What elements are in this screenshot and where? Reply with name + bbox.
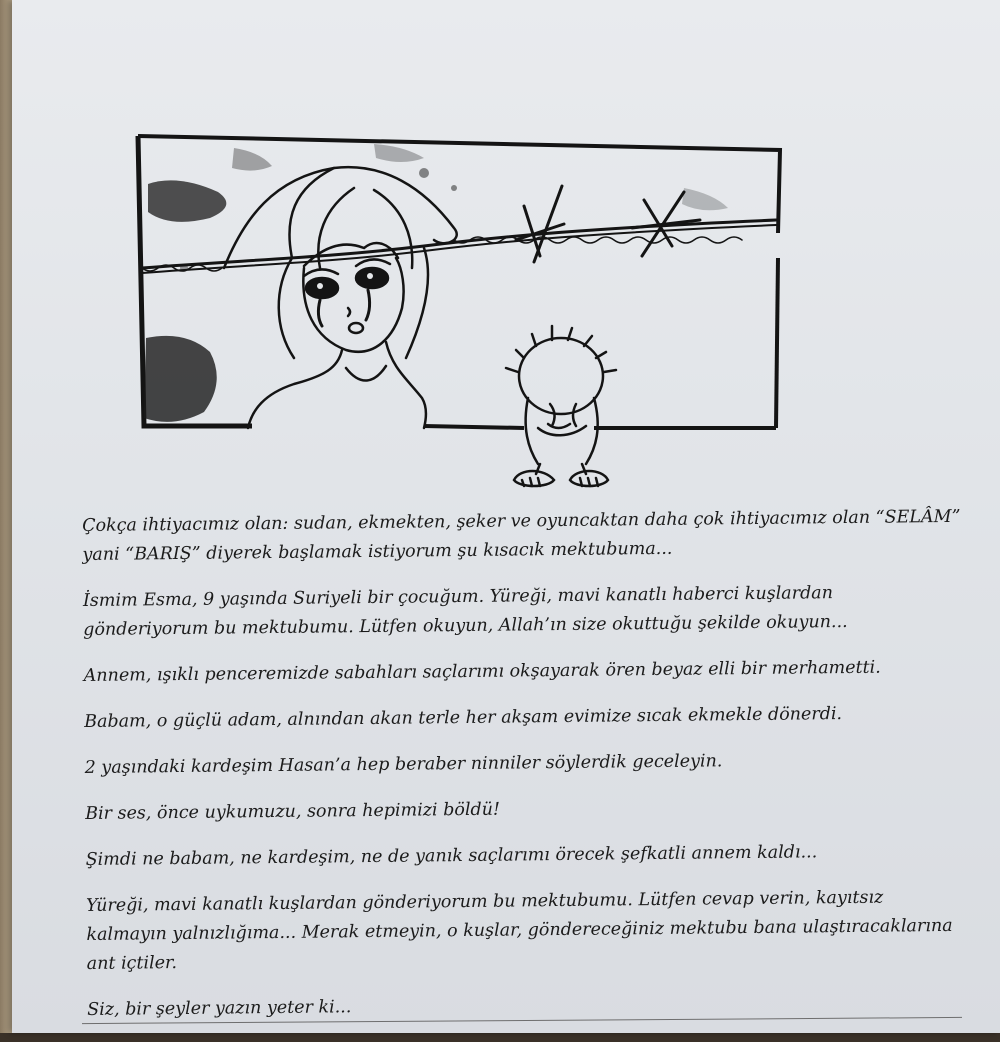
paragraph: 2 yaşındaki kardeşim Hasan’a hep beraber ninniler söylerdik geceleyin.	[84, 751, 723, 778]
paragraph: Siz, bir şeyler yazın yeter ki...	[87, 997, 352, 1020]
paragraph: Babam, o güçlü adam, alnından akan terle her akşam evimize sıcak ekmekle dönerdi.	[84, 704, 843, 732]
letter-text	[82, 503, 968, 1042]
paragraph: İsmim Esma, 9 yaşında Suriyeli bir çocuğum. Yüreği, mavi kanatlı haberci kuşlardan gönderiyorum bu mektubumu. Lütfen okuyun, Allah’ın size okuttuğu şekilde okuyun...	[82, 583, 848, 640]
paragraph: Annem, ışıklı penceremizde sabahları saçlarımı okşayarak ören beyaz elli bir merhametti.	[83, 657, 881, 686]
handala-child-icon	[506, 326, 616, 486]
crying-girl-icon	[224, 167, 457, 428]
frame	[138, 136, 780, 428]
paragraph: Şimdi ne babam, ne kardeşim, ne de yanık saçlarımı örecek şefkatli annem kaldı...	[85, 842, 818, 870]
paragraph: Bir ses, önce uykumuzu, sonra hepimizi böldü!	[85, 799, 501, 824]
ink-texture	[144, 144, 728, 422]
paragraph: Yüreği, mavi kanatlı kuşlardan gönderiyorum bu mektubumu. Lütfen cevap verin, kayıtsız kalmayın yalnızlığıma... Merak etmeyin, o kuşlar, göndereceğiniz mektubu bana ulaştıracaklarına ant içtiler.	[86, 887, 953, 974]
barbed-wire-icon	[142, 186, 776, 273]
printed-sheet	[12, 0, 1000, 1033]
paragraph: Çokça ihtiyacımız olan: sudan, ekmekten, şeker ve oyuncaktan daha çok ihtiyacımız olan “SELÂM” yani “BARIŞ” diyerek başlamak istiyorum şu kısacık mektubuma...	[82, 506, 961, 565]
illustration	[124, 128, 784, 488]
